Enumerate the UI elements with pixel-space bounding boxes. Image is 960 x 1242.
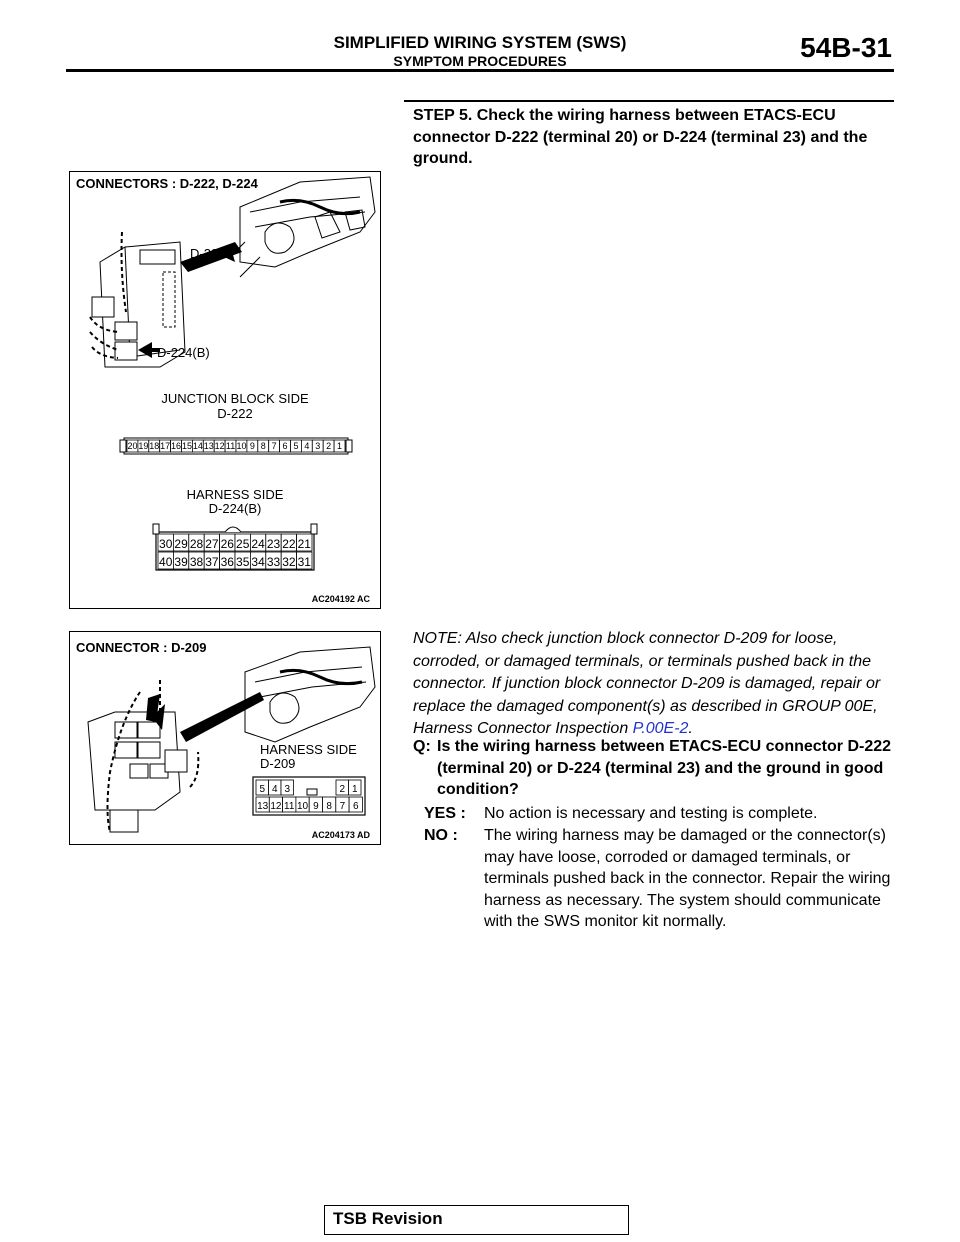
connector-pin: 22 (282, 537, 296, 551)
junction-block-drawing-2 (88, 712, 187, 832)
connector-pin: 1 (337, 441, 343, 451)
connector-pin: 23 (266, 537, 281, 551)
connector-pin: 9 (249, 441, 255, 451)
header-rule (66, 69, 894, 72)
connector-pin: 12 (214, 441, 225, 451)
connector-pin: 39 (174, 555, 188, 569)
connector-illustration-2 (70, 632, 380, 844)
connector-pin: 7 (271, 441, 277, 451)
connector-pin: 33 (266, 555, 281, 569)
figure-title: CONNECTORS : D-222, D-224 (76, 176, 258, 191)
connector-pin: 15 (181, 441, 192, 451)
question-block (413, 736, 893, 801)
answer-yes-label: YES : (424, 805, 466, 822)
connector-pin: 2 (339, 784, 346, 795)
connector-pin: 2 (326, 441, 332, 451)
connector-pin: 13 (257, 801, 269, 812)
tsb-revision-box (324, 1205, 629, 1235)
figure-connectors-d222-d224 (69, 171, 381, 609)
connector-pin: 27 (205, 537, 219, 551)
figure-code: AC204192 AC (311, 594, 370, 604)
inspection-link[interactable]: P.00E-2 (632, 720, 689, 737)
connector-pin: 9 (313, 801, 319, 812)
note-paragraph (413, 628, 893, 741)
connector-pin: 3 (284, 784, 291, 795)
answer-yes (424, 803, 894, 825)
connector-pin: 14 (192, 441, 203, 451)
harness-connector-d209 (253, 777, 365, 815)
dashboard-drawing-2 (245, 647, 375, 742)
label-d222: D-222 (190, 246, 226, 261)
connector-pin: 18 (149, 441, 160, 451)
connector-illustration (70, 172, 380, 608)
footer-label: TSB Revision (333, 1209, 443, 1228)
connector-pin: 21 (297, 537, 311, 551)
connector-pin: 17 (160, 441, 171, 451)
connector-pin: 36 (220, 555, 234, 569)
connector-pin: 5 (293, 441, 299, 451)
step-rule (404, 100, 894, 102)
connector-pin: 30 (159, 537, 173, 551)
connector-pin: 38 (189, 555, 204, 569)
connector-pin: 16 (171, 441, 182, 451)
connector-pin: 13 (203, 441, 214, 451)
connector-pin: 19 (138, 441, 149, 451)
section-title: SIMPLIFIED WIRING SYSTEM (SWS) (333, 33, 627, 52)
step-heading: STEP 5. Check the wiring harness between ETACS-ECU connector D-222 (terminal 20) or D-224 (terminal 23) and the ground. (413, 107, 868, 167)
connector-pin: 10 (236, 441, 247, 451)
question-label: Q: (413, 738, 431, 755)
connector-pin: 37 (205, 555, 219, 569)
connector-pin: 10 (296, 801, 309, 812)
note-body: NOTE: Also check junction block connector D-209 for loose, corroded, or damaged terminals, or terminals pushed back in the connector. If junction block connector D-209 is damaged, repair or replace the damaged component(s) as described in GROUP 00E, Harness Connector Inspection (413, 630, 881, 737)
answer-no-text: The wiring harness may be damaged or the connector(s) may have loose, corroded or damaged terminals, or terminals pushed back in the connector. Repair the wiring harness as necessary. The system should communicate with the SWS monitor kit normally. (484, 827, 891, 930)
connector-pin: 3 (315, 441, 321, 451)
connector-pin: 34 (251, 555, 265, 569)
question-text: Is the wiring harness between ETACS-ECU connector D-222 (terminal 20) or D-224 (terminal 23) and the ground in good condition? (437, 738, 892, 798)
note-end: . (688, 720, 693, 737)
connector-pin: 20 (127, 441, 138, 451)
connector-pin: 5 (259, 784, 266, 795)
connector-pin: 6 (352, 801, 359, 812)
figure-title-2: CONNECTOR : D-209 (76, 640, 207, 655)
connector-pin: 12 (270, 801, 282, 812)
dashboard-drawing (235, 177, 375, 277)
harness-caption-2-1: HARNESS SIDE (260, 742, 357, 757)
label-d224: D-224(B) (157, 345, 210, 360)
connector-pin: 25 (236, 537, 250, 551)
connector-pin: 7 (339, 801, 346, 812)
connector-pin: 26 (220, 537, 234, 551)
connector-pin: 24 (251, 537, 265, 551)
connector-pin: 29 (174, 537, 188, 551)
connector-pin: 8 (260, 441, 266, 451)
section-subtitle: SYMPTOM PROCEDURES (393, 53, 567, 69)
connector-pin: 11 (225, 441, 236, 451)
harness-caption-2: D-224(B) (208, 501, 262, 516)
connector-pin: 1 (351, 784, 358, 795)
connector-pin: 8 (326, 801, 332, 812)
answer-yes-text: No action is necessary and testing is complete. (484, 805, 818, 822)
jb-caption-1: JUNCTION BLOCK SIDE (161, 391, 309, 406)
connector-pin: 4 (304, 441, 310, 451)
connector-pin: 11 (284, 801, 295, 812)
connector-pin: 31 (297, 555, 311, 569)
jb-caption-2: D-222 (217, 406, 253, 421)
page-number: 54B-31 (800, 32, 892, 63)
harness-connector-d224 (153, 524, 317, 570)
answer-no-label: NO : (424, 827, 458, 844)
figure-code-2: AC204173 AD (311, 830, 370, 840)
harness-caption-2-2: D-209 (260, 756, 296, 771)
jb-connector-d222 (120, 438, 352, 454)
connector-pin: 6 (282, 441, 288, 451)
connector-pin: 40 (159, 555, 173, 569)
connector-pin: 28 (189, 537, 204, 551)
harness-caption-1: HARNESS SIDE (186, 487, 284, 502)
connector-pin: 4 (271, 784, 278, 795)
answer-no (424, 825, 894, 933)
connector-pin: 32 (282, 555, 296, 569)
connector-pin: 35 (236, 555, 250, 569)
figure-connector-d209 (69, 631, 381, 845)
